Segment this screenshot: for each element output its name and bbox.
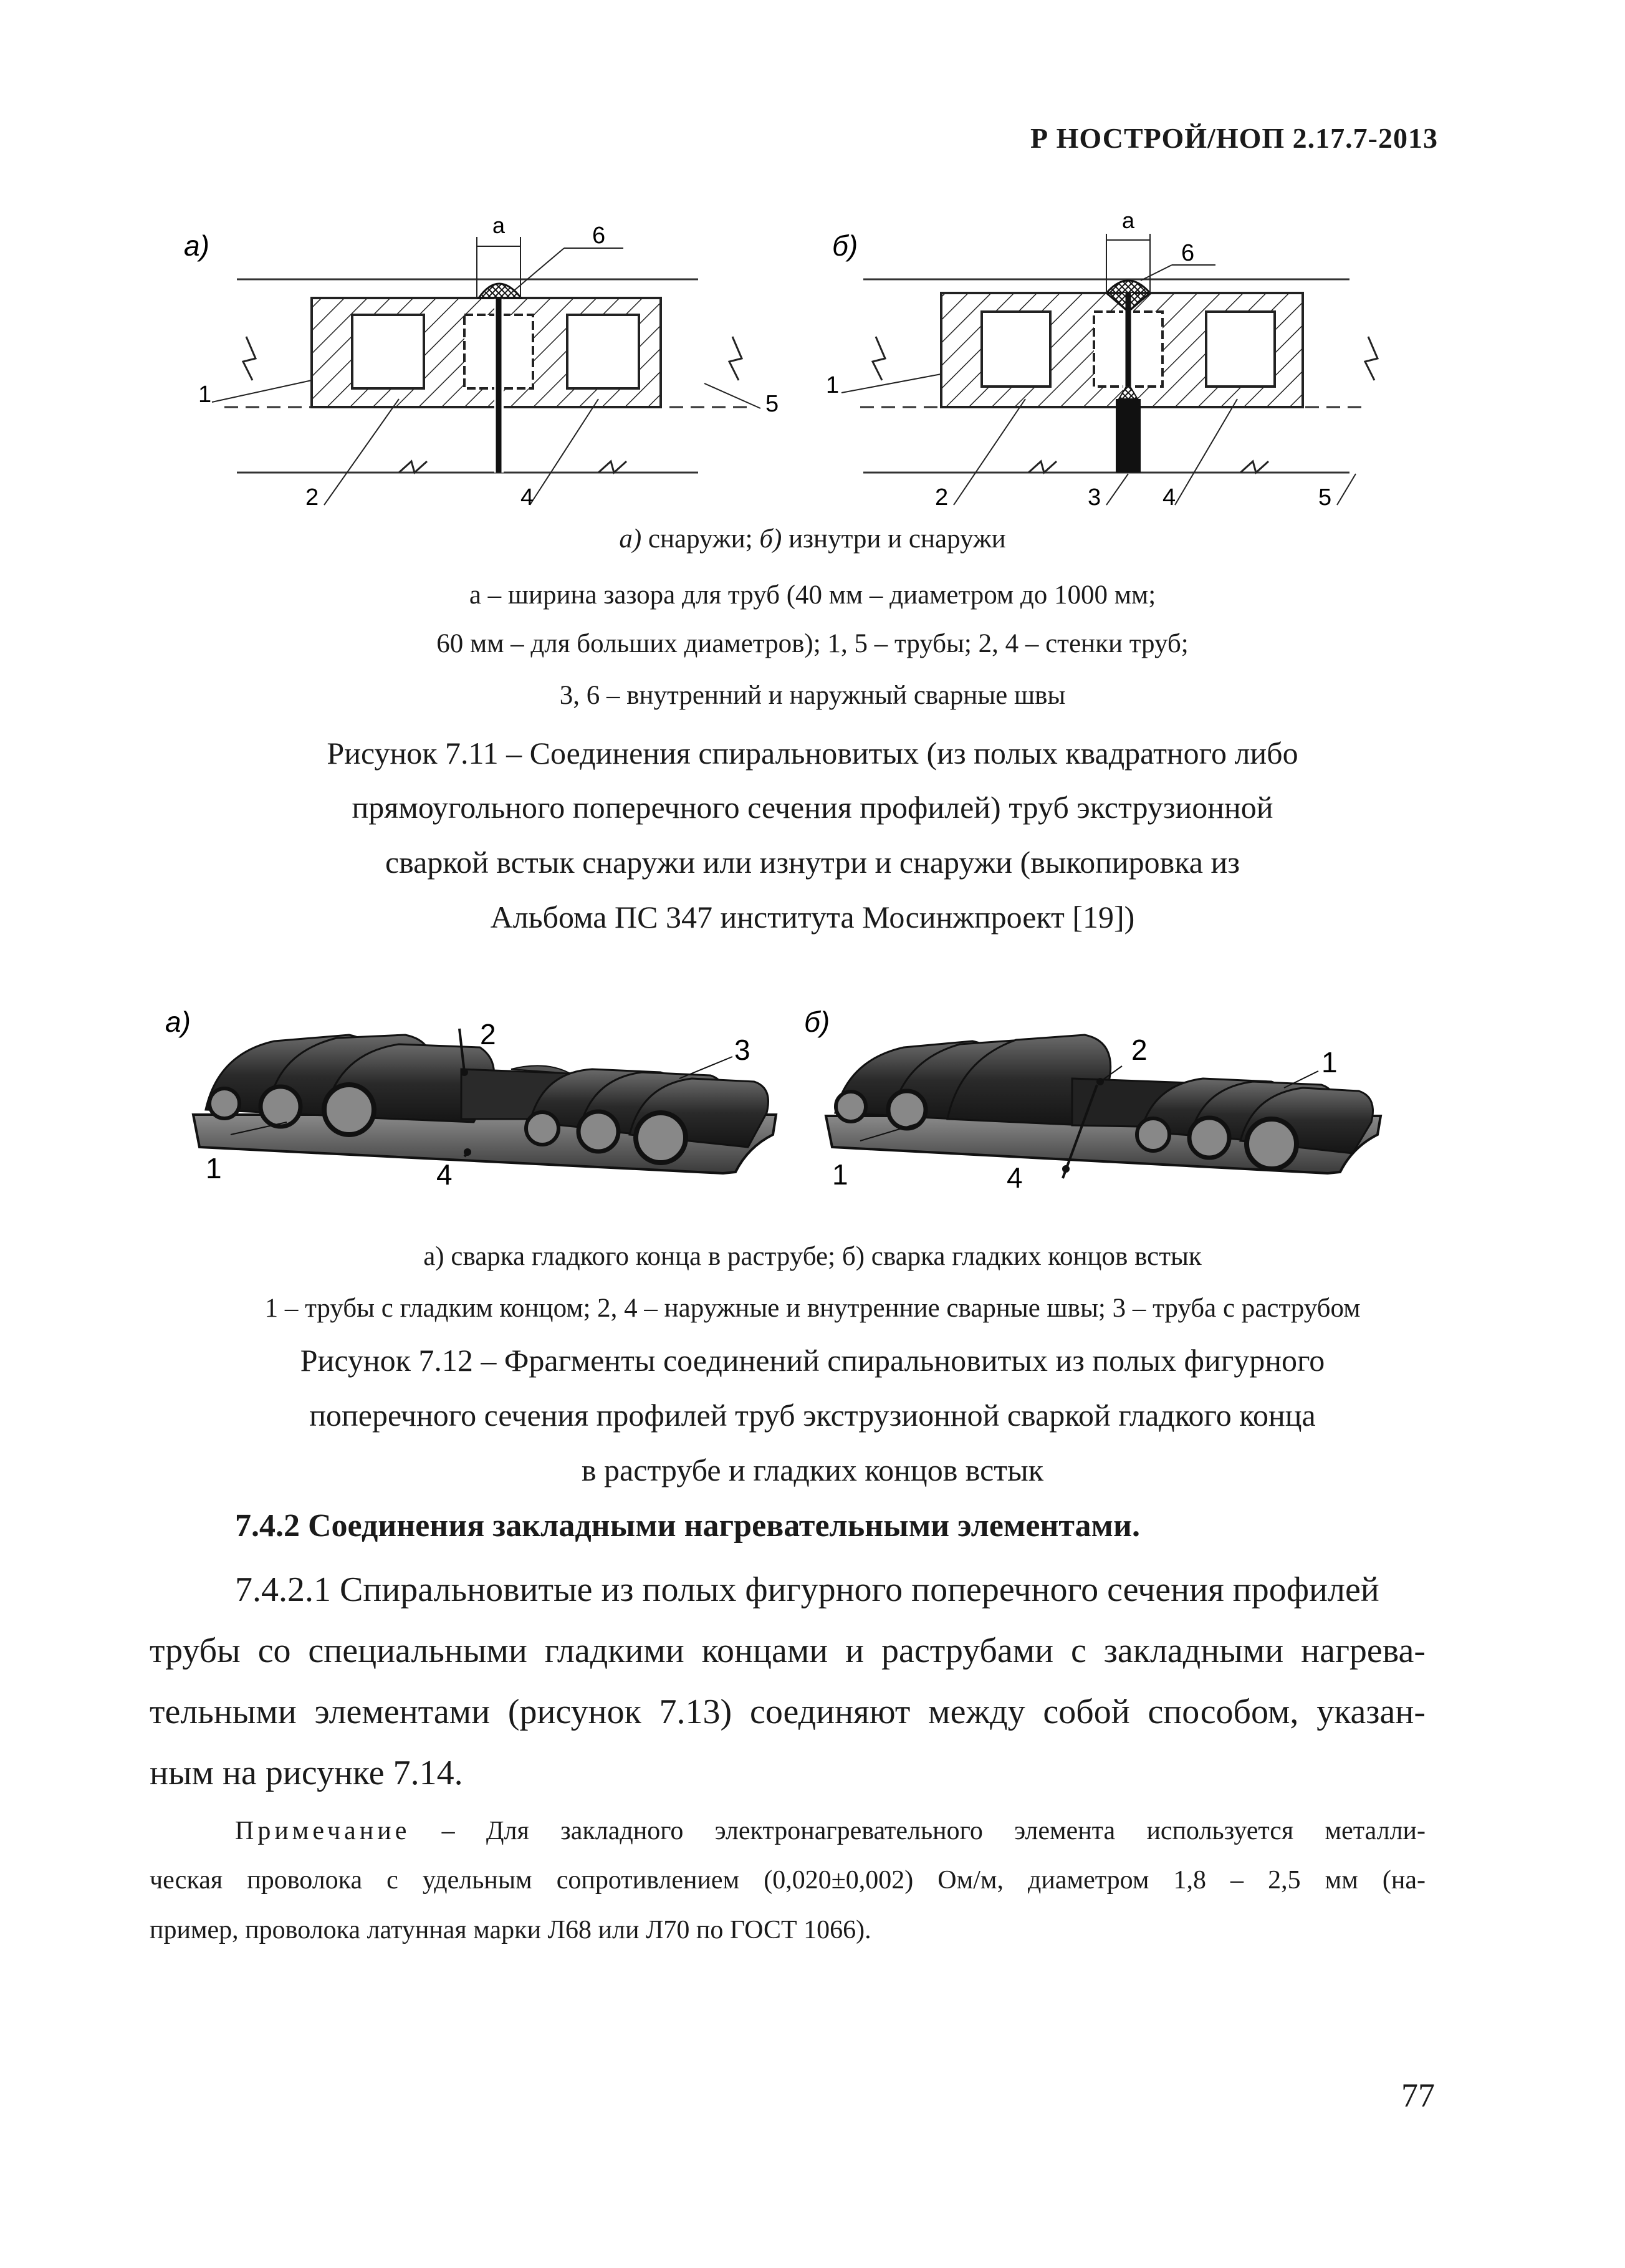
pipe-a-callout-1: 1 [206, 1152, 222, 1184]
subcaption-b-text: изнутри и снаружи [782, 524, 1006, 554]
pipe-a-callout-4: 4 [436, 1158, 453, 1191]
paragraph-line-first: 7.4.2.1 Спиральновитые из полых фигурного поперечного сечения профилей [235, 1570, 1379, 1609]
pipe-a-label: а) [165, 1006, 191, 1038]
pipe-b-callout-1-right: 1 [1321, 1046, 1338, 1079]
pipe-fragment-a-socket-weld [165, 1006, 776, 1191]
callout-a-6: 6 [592, 223, 606, 249]
callout-a-4: 4 [520, 484, 534, 511]
page-number: 77 [1401, 2077, 1435, 2114]
diagram-b-label: б) [832, 229, 858, 262]
figure-7-11-legend-line: 3, 6 – внутренний и наружный сварные швы [559, 681, 1066, 710]
paragraph-line: трубы со специальными гладкими концами и раструбами с закладными нагрева- [150, 1631, 1426, 1670]
note-line-first [235, 1818, 1426, 1844]
callout-b-1: 1 [826, 372, 840, 398]
callout-b-5: 5 [1318, 484, 1332, 511]
paragraph-line: тельными элементами (рисунок 7.13) соединяют между собой способом, указан- [150, 1693, 1426, 1731]
callout-b-2: 2 [935, 484, 949, 511]
callout-a-2: 2 [305, 484, 319, 511]
figure-7-11-legend-line: 60 мм – для больших диаметров); 1, 5 – трубы; 2, 4 – стенки труб; [436, 629, 1189, 658]
paragraph-line-last: ным на рисунке 7.14. [150, 1754, 463, 1792]
callout-a-5: 5 [765, 391, 779, 417]
pipe-b-callout-4: 4 [1007, 1161, 1023, 1194]
diagram-a-dim-label: а [492, 213, 506, 238]
figure-7-11-legend-line: а – ширина зазора для труб (40 мм – диаметром до 1000 мм; [469, 580, 1156, 610]
diagram-b-inside-outside-weld [826, 208, 1378, 511]
section-heading: 7.4.2 Соединения закладными нагревательными элементами. [235, 1508, 1140, 1544]
figure-7-11-diagrams [0, 206, 1625, 530]
note-line1-text: – Для закладного электронагревательного элемента используется металли- [410, 1817, 1426, 1845]
pipe-a-callout-3: 3 [734, 1034, 750, 1066]
pipe-a-callout-2: 2 [480, 1018, 496, 1050]
figure-7-11-title-line: Рисунок 7.11 – Соединения спиральновитых (из полых квадратного либо [327, 736, 1298, 771]
note-line: ческая проволока с удельным сопротивлением (0,020±0,002) Ом/м, диаметром 1,8 – 2,5 мм (на- [150, 1866, 1426, 1895]
pipe-fragment-b-butt-weld [804, 1006, 1381, 1194]
subcaption-b-marker: б) [759, 524, 782, 554]
subcaption-a-text: снаружи; [641, 524, 760, 554]
figure-7-12-legend-line: 1 – трубы с гладким концом; 2, 4 – наружные и внутренние сварные швы; 3 – труба с раструбом [264, 1294, 1361, 1323]
callout-b-3: 3 [1088, 484, 1101, 511]
pipe-b-callout-2: 2 [1131, 1034, 1148, 1066]
pipe-b-callout-1-left: 1 [832, 1158, 848, 1191]
callout-b-4: 4 [1162, 484, 1176, 511]
callout-a-1: 1 [198, 382, 212, 408]
figure-7-12-legend-line: а) сварка гладкого конца в раструбе; б) сварка гладких концов встык [423, 1242, 1202, 1271]
diagram-b-dim-label: а [1122, 208, 1135, 233]
document-code-header: Р НОСТРОЙ/НОП 2.17.7-2013 [1030, 122, 1438, 154]
subcaption-a-marker: а) [619, 524, 642, 554]
figure-7-12-title-line: в раструбе и гладких концов встык [581, 1453, 1044, 1487]
figure-7-12-title-line: поперечного сечения профилей труб экструзионной сваркой гладкого конца [309, 1398, 1316, 1433]
callout-b-6: 6 [1181, 240, 1195, 266]
note-label: Примечание [235, 1817, 411, 1845]
figure-7-11-subcaption [0, 526, 1625, 552]
diagram-a-label: а) [184, 229, 209, 262]
figure-7-12-title-line: Рисунок 7.12 – Фрагменты соединений спиральновитых из полых фигурного [300, 1343, 1325, 1378]
figure-7-11-title-line: прямоугольного поперечного сечения профилей) труб экструзионной [352, 790, 1273, 825]
note-line-last: пример, проволока латунная марки Л68 или Л70 по ГОСТ 1066). [150, 1916, 871, 1944]
figure-7-11-title-line: сваркой встык снаружи или изнутри и снаружи (выкопировка из [385, 845, 1240, 880]
diagram-a-outside-weld [184, 213, 779, 511]
figure-7-11-title-line: Альбома ПС 347 института Мосинжпроект [19]) [490, 900, 1135, 935]
figure-7-12-pipe-images [0, 985, 1625, 1234]
pipe-b-label: б) [804, 1006, 830, 1038]
